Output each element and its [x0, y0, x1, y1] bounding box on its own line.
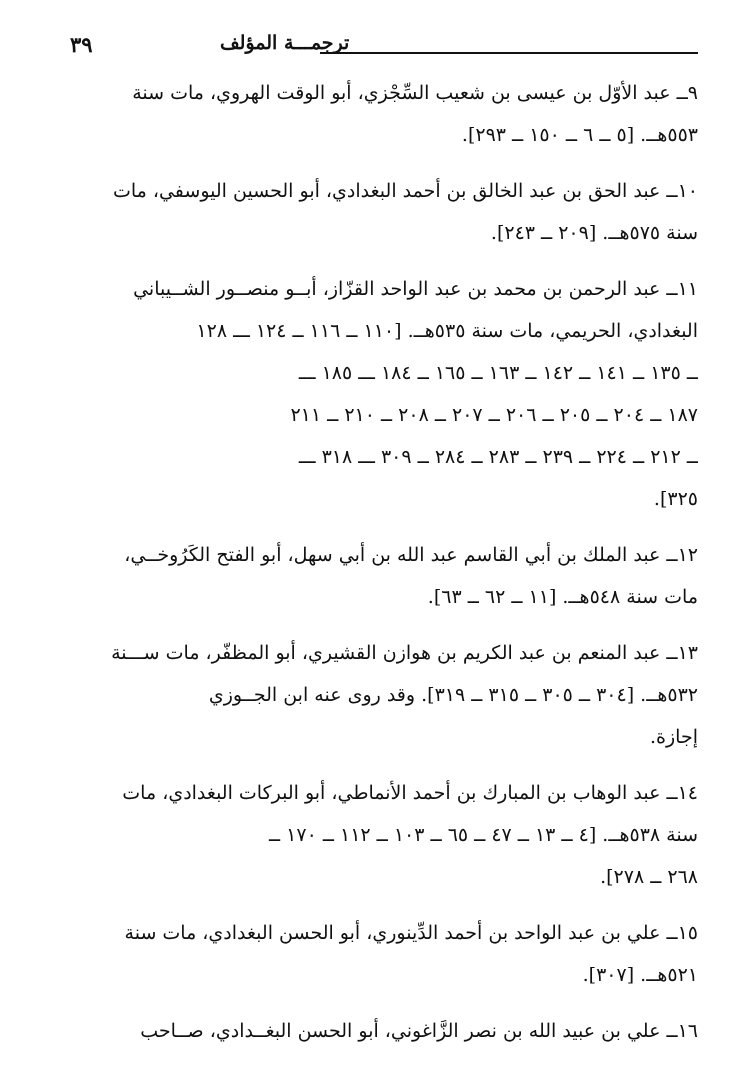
- entry-line: ١٥ــ علي بن عبد الواحد بن أحمد الدِّينوري، أبو الحسن البغدادي، مات سنة: [124, 922, 698, 944]
- page-number: ٣٩: [70, 32, 93, 57]
- entry-line: سنة ٥٣٨هــ. [٤ ــ ١٣ ــ ٤٧ ــ ٦٥ ــ ١٠٣ ــ ١١٢ ــ ١٧٠ ــ: [268, 824, 698, 846]
- entry-line: ٢٦٨ ــ ٢٧٨].: [600, 866, 698, 888]
- header-rule: [320, 52, 698, 54]
- entry-line: إجازة.: [650, 726, 698, 748]
- entry-line: ــ ٢١٢ ــ ٢٢٤ ــ ٢٣٩ ــ ٢٨٣ ــ ٢٨٤ ــ ٣٠٩ ـــ ٣١٨ ـــ: [298, 446, 698, 468]
- entry-line: ١١ــ عبد الرحمن بن محمد بن عبد الواحد القزّاز، أبــو منصــور الشــيباني: [133, 278, 698, 300]
- entry-line: البغدادي، الحريمي، مات سنة ٥٣٥هــ. [١١٠ ــ ١١٦ ــ ١٢٤ ـــ ١٢٨: [196, 320, 698, 342]
- entry-line: ٥٥٣هــ. [٥ ــ ٦ ــ ١٥٠ ــ ٢٩٣].: [461, 124, 698, 146]
- entry-line: ــ ١٣٥ ــ ١٤١ ــ ١٤٢ ــ ١٦٣ ــ ١٦٥ ــ ١٨٤ ـــ ١٨٥ ـــ: [298, 362, 698, 384]
- entry-line: مات سنة ٥٤٨هــ. [١١ ــ ٦٢ ــ ٦٣].: [427, 586, 698, 608]
- entry-line: ١٦ــ علي بن عبيد الله بن نصر الزَّاغوني، أبو الحسن البغــدادي، صــاحب: [140, 1020, 698, 1042]
- biography-entry-15: [70, 912, 698, 996]
- biography-entry-12: [70, 534, 698, 618]
- running-title: ترجمـــة المؤلف: [220, 32, 350, 54]
- entry-line: ١٤ــ عبد الوهاب بن المبارك بن أحمد الأنماطي، أبو البركات البغدادي، مات: [122, 782, 698, 804]
- biography-entry-10: [70, 170, 698, 254]
- entry-line: ٥٢١هــ. [٣٠٧].: [582, 964, 698, 986]
- entry-line: سنة ٥٧٥هــ. [٢٠٩ ــ ٢٤٣].: [490, 222, 698, 244]
- biography-entry-14: [70, 772, 698, 898]
- biography-entry-11: [70, 268, 698, 520]
- entry-line: ١٠ــ عبد الحق بن عبد الخالق بن أحمد البغدادي، أبو الحسين اليوسفي، مات: [112, 180, 698, 202]
- entry-line: ٥٣٢هــ. [٣٠٤ ــ ٣٠٥ ــ ٣١٥ ــ ٣١٩]. وقد روى عنه ابن الجــوزي: [208, 684, 698, 706]
- entry-line: ١٨٧ ــ ٢٠٤ ــ ٢٠٥ ــ ٢٠٦ ــ ٢٠٧ ــ ٢٠٨ ــ ٢١٠ ــ ٢١١: [290, 404, 698, 426]
- running-header: [70, 32, 698, 60]
- page-body: [70, 72, 698, 1066]
- entry-line: ١٢ــ عبد الملك بن أبي القاسم عبد الله بن أبي سهل، أبو الفتح الكَرُوخــي،: [124, 544, 698, 566]
- entry-line: ١٣ــ عبد المنعم بن عبد الكريم بن هوازن القشيري، أبو المظفّر، مات ســـنة: [111, 642, 698, 664]
- biography-entry-13: [70, 632, 698, 758]
- entry-line: ٣٢٥].: [653, 488, 698, 510]
- entry-line: ٩ــ عبد الأوّل بن عيسى بن شعيب السِّجْزي، أبو الوقت الهروي، مات سنة: [132, 82, 698, 104]
- biography-entry-9: [70, 72, 698, 156]
- biography-entry-16: [70, 1010, 698, 1052]
